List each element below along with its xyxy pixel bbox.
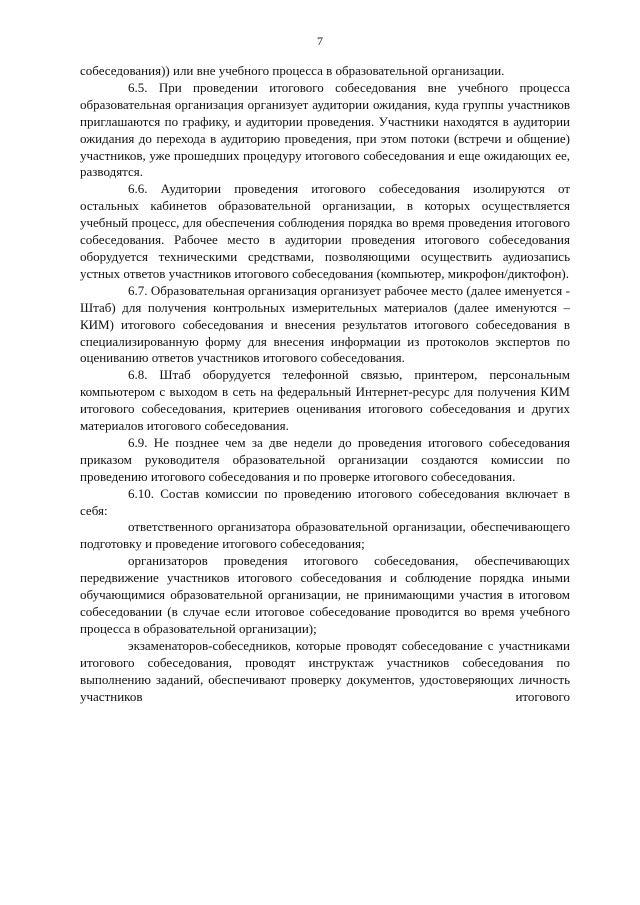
page-number: 7 — [317, 34, 323, 48]
paragraph-6-10: 6.10. Состав комиссии по проведению итогового собеседования включает в себя: — [80, 485, 570, 518]
document-body — [80, 63, 570, 705]
paragraph-6-7: 6.7. Образовательная организация организует рабочее место (далее именуется - Штаб) для получения контрольных измерительных материалов (далее именуются – КИМ) итогового собеседования и внесения результатов итогового собеседования в специализированную форму для внесения информации из протоколов экспертов по оцениванию ответов участников итогового собеседования. — [80, 282, 570, 366]
paragraph-6-5: 6.5. При проведении итогового собеседования вне учебного процесса образовательная организация организует аудитории ожидания, куда группы участников приглашаются по графику, и аудитории проведения. Участники находятся в аудитории ожидания до перехода в аудиторию проведения, при этом потоки (встречи и общение) участников, уже прошедших процедуру итогового собеседования и еще ожидающих ее, разводятся. — [80, 79, 570, 180]
paragraph-6-6: 6.6. Аудитории проведения итогового собеседования изолируются от остальных кабинетов образовательной организации, в которых осуществляется учебный процесс, для обеспечения соблюдения порядка во время проведения итогового собеседования. Рабочее место в аудитории проведения итогового собеседования оборудуется техническими средствами, позволяющими осуществить аудиозапись устных ответов участников итогового собеседования (компьютер, микрофон/диктофон). — [80, 181, 570, 281]
paragraph-6-8: 6.8. Штаб оборудуется телефонной связью, принтером, персональным компьютером с выходом в сеть на федеральный Интернет-ресурс для получения КИМ итогового собеседования, критериев оценивания итогового собеседования и других материалов итогового собеседования. — [80, 367, 570, 434]
paragraph-continuation: собеседования)) или вне учебного процесса в образовательной организации. — [80, 63, 505, 78]
paragraph-6-9: 6.9. Не позднее чем за две недели до проведения итогового собеседования приказом руководителя образовательной организации создаются комиссии по проведению итогового собеседования и по проверке итогового собеседования. — [80, 434, 570, 484]
list-item-responsible-organizer: ответственного организатора образовательной организации, обеспечивающего подготовку и проведение итогового собеседования; — [80, 519, 570, 552]
list-item-organizers: организаторов проведения итогового собеседования, обеспечивающих передвижение участников итогового собеседования и соблюдение порядка иными обучающимися образовательной организации, не принимающими участия в итоговом собеседовании (в случае если итоговое собеседование проводится во время учебного процесса в образовательной организации); — [80, 553, 570, 636]
list-item-examiners: экзаменаторов-собеседников, которые проводят собеседование с участниками итогового собеседования, проводят инструктаж участников собеседования по выполнению заданий, обеспечивают проверку документов, удостоверяющих личность участников итогового — [80, 637, 570, 704]
